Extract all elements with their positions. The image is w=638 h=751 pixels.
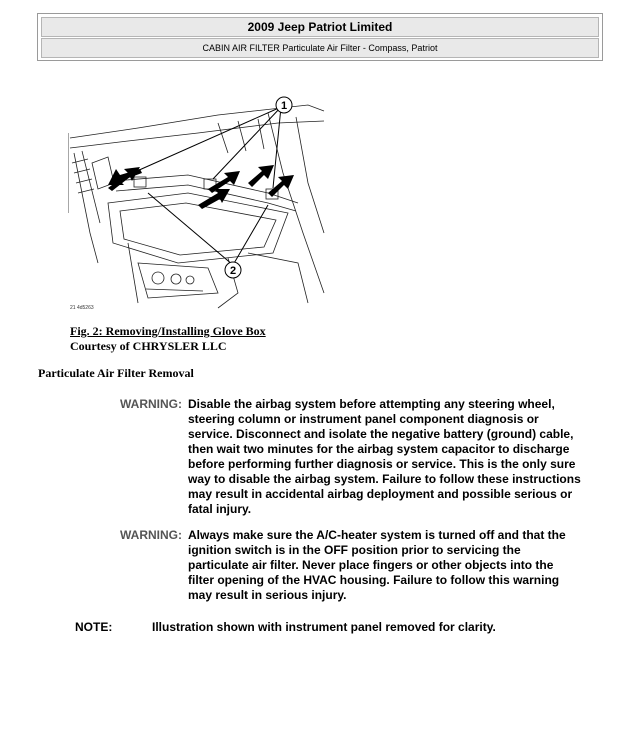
page-header: [37, 13, 603, 61]
warning-1-line: before performing further diagnosis or service. This is the only sure: [188, 457, 576, 471]
document-title: 2009 Jeep Patriot Limited: [41, 17, 599, 37]
warning-2-line: filter opening of the HVAC housing. Failure to follow this warning: [188, 573, 560, 587]
warning-1-line: Disable the airbag system before attempting any steering wheel,: [188, 397, 555, 411]
warning-2-line: Always make sure the A/C-heater system is turned off and that the: [188, 528, 566, 542]
callout-1: 1: [280, 100, 288, 112]
warning-1-line: fatal injury.: [188, 502, 252, 516]
warning-2-line: ignition switch is in the OFF position prior to servicing the: [188, 543, 521, 557]
warning-1-line: steering column or instrument panel component diagnosis or: [188, 412, 539, 426]
warning-1-line: way to disable the airbag system. Failure to follow these instructions: [188, 472, 581, 486]
note-label: NOTE:: [75, 620, 113, 634]
warning-body-2: [188, 528, 608, 603]
figure-caption-title: Fig. 2: Removing/Installing Glove Box: [70, 324, 266, 338]
note-text: Illustration shown with instrument panel removed for clarity.: [152, 620, 496, 634]
section-title: Particulate Air Filter Removal: [38, 366, 194, 380]
warning-1-line: service. Disconnect and isolate the negative battery (ground) cable,: [188, 427, 574, 441]
document-subtitle: CABIN AIR FILTER Particulate Air Filter - Compass, Patriot: [41, 38, 599, 58]
warning-1-line: may result in accidental airbag deployment and possible serious or: [188, 487, 573, 501]
warning-1-line: then wait two minutes for the airbag system capacitor to discharge: [188, 442, 570, 456]
callout-2: 2: [229, 265, 237, 277]
warning-2-line: particulate air filter. Never place fingers or other objects into the: [188, 558, 554, 572]
warning-body-1: [188, 397, 608, 517]
figure-code: 21 4d5263: [70, 305, 94, 311]
warning-label-2: WARNING:: [120, 528, 182, 542]
figure-caption-courtesy: Courtesy of CHRYSLER LLC: [70, 339, 227, 353]
warning-2-line: may result in serious injury.: [188, 588, 347, 602]
warning-label-1: WARNING:: [120, 397, 182, 411]
glove-box-illustration: [68, 93, 326, 313]
